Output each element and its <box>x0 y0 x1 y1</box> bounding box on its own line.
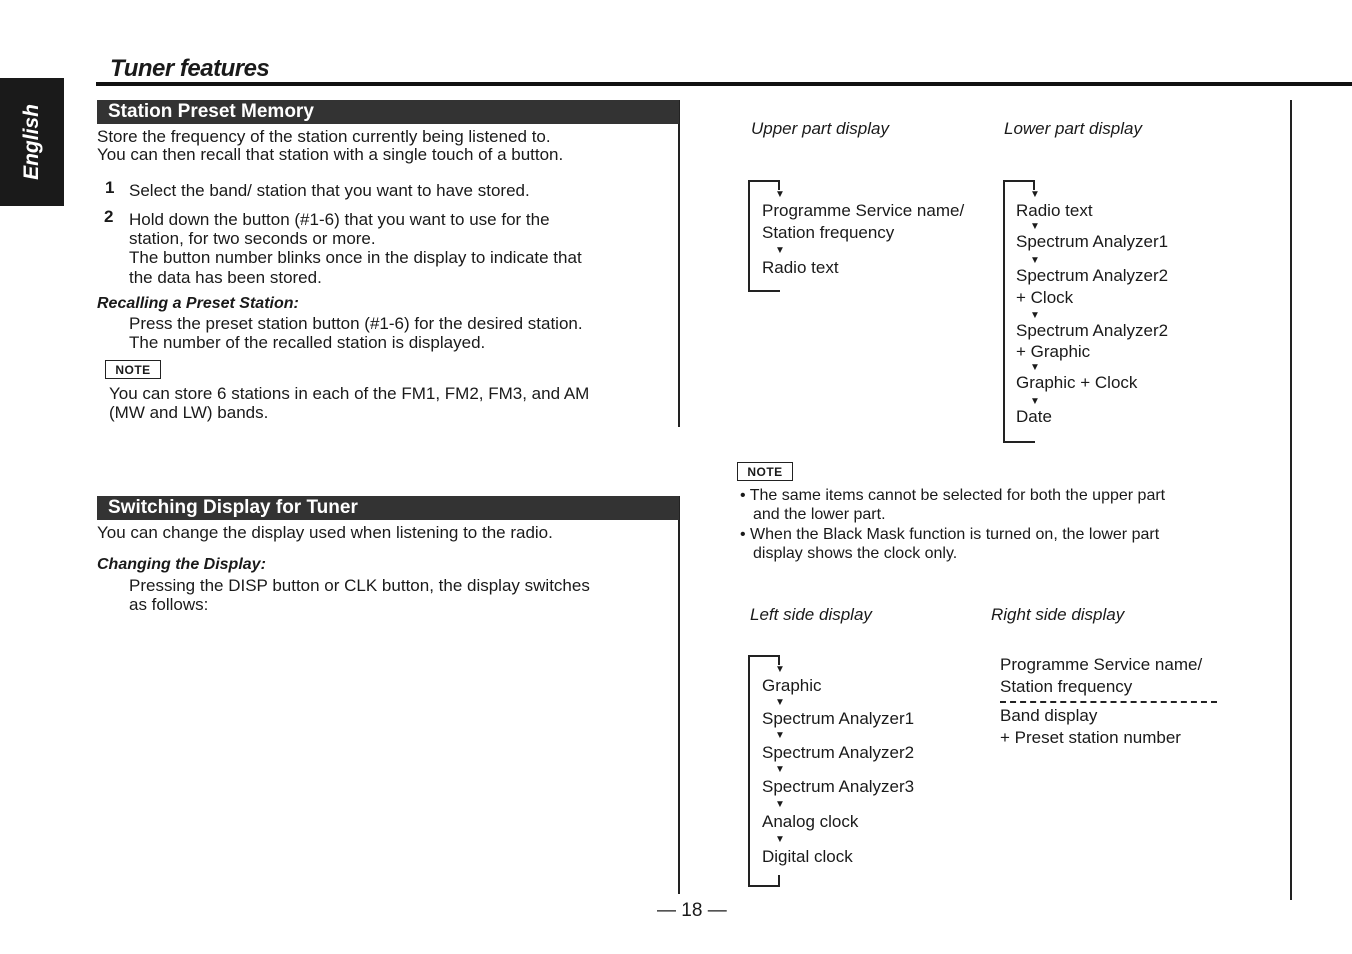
lower-display-caption: Lower part display <box>1004 119 1142 138</box>
section-heading-station-preset: Station Preset Memory <box>97 100 679 124</box>
note-label-display: NOTE <box>737 462 793 481</box>
step-2-line-3: The button number blinks once in the display to indicate that <box>129 248 582 267</box>
upper-item-frequency: Station frequency <box>762 223 895 242</box>
step-1-line-1: Select the band/ station that you want to have stored. <box>129 181 530 200</box>
recall-line-2: The number of the recalled station is displayed. <box>129 333 486 352</box>
lower-item-spectrum-2-graphic-a: Spectrum Analyzer2 <box>1016 321 1169 340</box>
page-title: Tuner features <box>110 55 270 82</box>
changing-line-1: Pressing the DISP button or CLK button, the display switches <box>129 576 590 595</box>
left-side-arrow-4: ▼ <box>775 764 785 775</box>
lower-arrow-6: ▼ <box>1030 396 1040 407</box>
lower-arrow-1: ▼ <box>1030 189 1040 200</box>
right-side-display-caption: Right side display <box>991 605 1125 624</box>
left-side-arrow-6: ▼ <box>775 834 785 845</box>
upper-arrow-1: ▼ <box>775 189 785 200</box>
left-side-item-graphic: Graphic <box>762 676 822 695</box>
display-note-1-line-2: and the lower part. <box>753 506 886 523</box>
left-column-divider <box>678 100 680 427</box>
left-side-loop-tick-bottom <box>778 875 780 887</box>
lower-item-graphic-clock: Graphic + Clock <box>1016 373 1138 392</box>
step-number-1: 1 <box>105 178 115 197</box>
left-side-arrow-2: ▼ <box>775 697 785 708</box>
left-side-item-spectrum-3: Spectrum Analyzer3 <box>762 777 915 796</box>
left-side-item-spectrum-2: Spectrum Analyzer2 <box>762 743 915 762</box>
left-side-item-analog-clock: Analog clock <box>762 812 859 831</box>
preset-note-line-2: (MW and LW) bands. <box>109 403 269 422</box>
page-number: — 18 — <box>657 900 727 921</box>
preset-note-line-1: You can store 6 stations in each of the FM1, FM2, FM3, and AM <box>109 384 590 403</box>
switching-intro: You can change the display used when listening to the radio. <box>97 523 553 542</box>
lower-item-spectrum-2-graphic-b: + Graphic <box>1016 342 1091 361</box>
step-2-line-2: station, for two seconds or more. <box>129 229 376 248</box>
display-note-2-line-1: • When the Black Mask function is turned on, the lower part <box>740 526 1160 543</box>
recall-heading: Recalling a Preset Station: <box>97 295 299 312</box>
language-tab-label: English <box>20 104 43 180</box>
changing-display-heading: Changing the Display: <box>97 556 266 573</box>
lower-arrow-3: ▼ <box>1030 255 1040 266</box>
right-side-item-frequency: Station frequency <box>1000 677 1133 696</box>
left-side-arrow-3: ▼ <box>775 730 785 741</box>
right-side-divider <box>1000 701 1217 703</box>
lower-item-date: Date <box>1016 407 1052 426</box>
section-heading-switching-display: Switching Display for Tuner <box>97 496 679 520</box>
lower-item-spectrum-2-clock-a: Spectrum Analyzer2 <box>1016 266 1169 285</box>
right-side-item-ps-name: Programme Service name/ <box>1000 655 1203 674</box>
right-column-divider <box>1290 100 1292 900</box>
upper-display-caption: Upper part display <box>751 119 889 138</box>
language-tab <box>0 78 64 206</box>
upper-item-ps-name: Programme Service name/ <box>762 201 965 220</box>
preset-intro-line-2: You can then recall that station with a single touch of a button. <box>97 145 564 164</box>
step-2-line-4: the data has been stored. <box>129 268 322 287</box>
lower-arrow-2: ▼ <box>1030 221 1040 232</box>
lower-arrow-4: ▼ <box>1030 310 1040 321</box>
lower-item-spectrum-1: Spectrum Analyzer1 <box>1016 232 1169 251</box>
left-side-display-caption: Left side display <box>750 605 872 624</box>
recall-line-1: Press the preset station button (#1-6) for the desired station. <box>129 314 583 333</box>
note-label-preset: NOTE <box>105 360 161 379</box>
step-2-line-1: Hold down the button (#1-6) that you want to use for the <box>129 210 550 229</box>
left-column-divider-lower <box>678 496 680 894</box>
changing-line-2: as follows: <box>129 595 209 614</box>
upper-item-radio-text: Radio text <box>762 258 839 277</box>
display-note-1-line-1: • The same items cannot be selected for both the upper part <box>740 487 1166 504</box>
lower-item-spectrum-2-clock-b: + Clock <box>1016 288 1074 307</box>
preset-intro-line-1: Store the frequency of the station currently being listened to. <box>97 127 551 146</box>
display-note-2-line-2: display shows the clock only. <box>753 545 958 562</box>
right-side-item-band-display: Band display <box>1000 706 1098 725</box>
title-rule <box>96 82 1352 86</box>
left-side-item-digital-clock: Digital clock <box>762 847 853 866</box>
step-number-2: 2 <box>104 207 114 226</box>
lower-arrow-5: ▼ <box>1030 362 1040 373</box>
left-side-arrow-1: ▼ <box>775 664 785 675</box>
upper-arrow-2: ▼ <box>775 245 785 256</box>
left-side-arrow-5: ▼ <box>775 799 785 810</box>
right-side-item-preset-number: + Preset station number <box>1000 728 1181 747</box>
lower-item-radio-text: Radio text <box>1016 201 1093 220</box>
left-side-item-spectrum-1: Spectrum Analyzer1 <box>762 709 915 728</box>
